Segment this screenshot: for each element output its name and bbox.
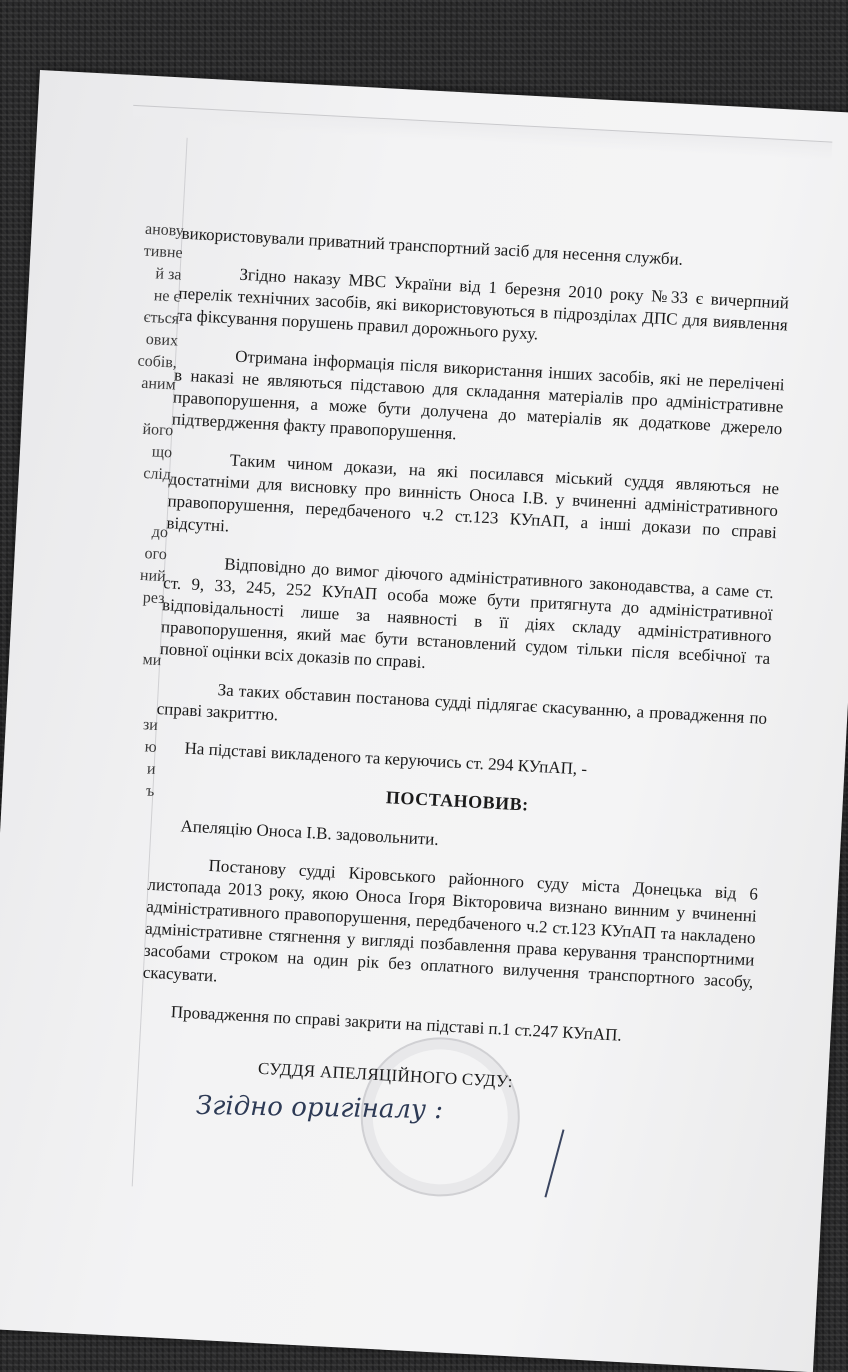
margin-fragment: зи — [142, 716, 159, 735]
margin-fragment: ми — [142, 651, 162, 670]
underlying-page-edge — [132, 105, 832, 161]
margin-fragment: анову — [144, 220, 185, 240]
resolution-item: Постанову судді Кіровського районного суду міста Донецька від 6 листопада 2013 року, якою Оноса Ігоря Вікторовича визнано винним у вчиненні адміністративного правопорушення, передбаченого ч.2 ст.123 КУпАП та накладено адміністративне стягнення у вигляді позбавлення права керування транспортними засобами строком на один рік без оплатного вилучення транспортного засобу, скасувати. — [142, 855, 759, 992]
resolution-item: Апеляцію Оноса І.В. задовольнити. — [180, 816, 440, 849]
margin-fragment: ється — [143, 308, 180, 328]
margin-fragment: ний — [139, 566, 167, 586]
margin-fragment: ого — [144, 545, 168, 564]
resolution-item: Провадження по справі закрити на підставі п.1 ст.247 КУпАП. — [170, 1002, 623, 1045]
margin-fragment: и — [146, 760, 156, 778]
paragraph: використовували приватний транспортний засіб для несення служби. — [181, 223, 684, 269]
paragraph: Згідно наказу МВС України від 1 березня 2010 року №33 є вичерпний перелік технічних засобів, які використовуються в підрозділах ДПС для виявлення та фіксування порушень правил дорожнього руху. — [176, 264, 790, 344]
margin-fragment: рез — [142, 589, 165, 608]
margin-fragment: ових — [145, 330, 179, 350]
margin-fragment: ю — [144, 738, 158, 757]
signature-mark — [544, 1129, 564, 1197]
margin-fragment: собів, — [137, 352, 178, 372]
resolution-heading: ПОСТАНОВИВ: — [385, 787, 530, 815]
margin-fragment: аним — [140, 374, 177, 394]
paragraph: За таких обставин постанова судді підлягає скасуванню, а провадження по справі закриттю. — [156, 680, 768, 728]
document-page — [0, 70, 848, 1372]
margin-fragment: не є — [153, 287, 181, 306]
margin-fragment: що — [151, 443, 173, 462]
margin-fragment: слід — [142, 464, 172, 484]
document-body — [131, 223, 791, 1224]
paragraph: На підставі викладеного та керуючись ст. 294 КУпАП, - — [184, 738, 588, 779]
signature-label: СУДДЯ АПЕЛЯЦІЙНОГО СУДУ: — [257, 1058, 514, 1092]
margin-fragment: й за — [155, 265, 182, 284]
paragraph: Отримана інформація після використання інших засобів, які не перелічені в наказі не являються підставою для складання матеріалів про адміністративне правопорушення, а може бути долучена до матеріалів як додаткове джерело підтвердження факту правопорушення. — [171, 346, 786, 444]
margin-fragment: тивне — [143, 242, 184, 262]
margin-fragment: його — [142, 420, 174, 440]
handwritten-note: Згідно оригіналу : — [195, 1090, 444, 1126]
margin-fragment: ъ — [145, 782, 155, 800]
margin-fragment: до — [151, 523, 169, 542]
signature-block — [131, 1052, 747, 1224]
paragraph: Відповідно до вимог діючого адміністративного законодавства, а саме ст. ст. 9, 33, 245, 252 КУпАП особа може бути притягнута до адміністративної відповідальності лише за наявності в її діях складу адміністративного правопорушення, який має бути встановлений судом тільки після всебічної та повної оцінки всіх доказів по справі. — [159, 554, 775, 672]
paragraph: Таким чином докази, на які посилався міський суддя являються не достатніми для висновку про винність Оноса І.В. у вчиненні адміністративного правопорушення, передбаченого ч.2 ст.123 КУпАП, а інші докази по справі відсутні. — [165, 450, 780, 543]
